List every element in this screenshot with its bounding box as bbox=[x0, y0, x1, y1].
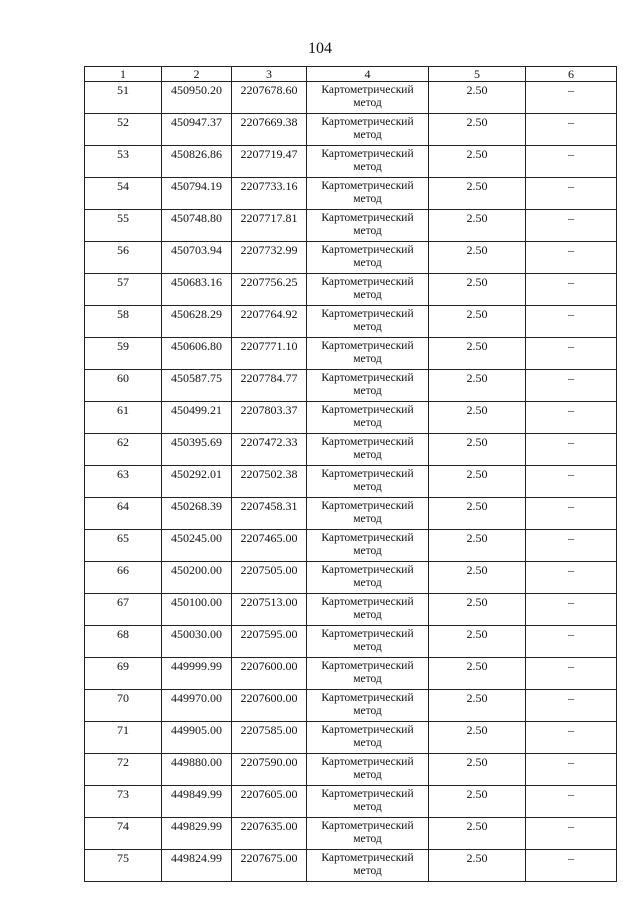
x-coordinate-cell: 450628.29 bbox=[162, 306, 232, 338]
table-row bbox=[85, 722, 617, 754]
method-line-1: Картометрический bbox=[321, 692, 414, 704]
column-header: 4 bbox=[307, 67, 429, 82]
method-cell bbox=[307, 754, 429, 786]
x-coordinate-cell: 450947.37 bbox=[162, 114, 232, 146]
y-coordinate-cell: 2207502.38 bbox=[232, 466, 307, 498]
x-coordinate-cell: 450030.00 bbox=[162, 626, 232, 658]
point-number-cell: 71 bbox=[85, 722, 162, 754]
point-number-cell: 60 bbox=[85, 370, 162, 402]
x-coordinate-cell: 450606.80 bbox=[162, 338, 232, 370]
method-cell bbox=[307, 370, 429, 402]
note-cell: – bbox=[526, 370, 617, 402]
method-cell bbox=[307, 850, 429, 882]
note-cell: – bbox=[526, 402, 617, 434]
note-cell: – bbox=[526, 626, 617, 658]
method-line-2: метод bbox=[353, 865, 382, 877]
method-line-2: метод bbox=[353, 161, 382, 173]
method-line-2: метод bbox=[353, 769, 382, 781]
point-number-cell: 55 bbox=[85, 210, 162, 242]
table-row bbox=[85, 434, 617, 466]
x-coordinate-cell: 449905.00 bbox=[162, 722, 232, 754]
method-line-2: метод bbox=[353, 193, 382, 205]
column-header: 1 bbox=[85, 67, 162, 82]
column-header: 3 bbox=[232, 67, 307, 82]
point-number-cell: 64 bbox=[85, 498, 162, 530]
y-coordinate-cell: 2207458.31 bbox=[232, 498, 307, 530]
accuracy-cell: 2.50 bbox=[429, 210, 526, 242]
y-coordinate-cell: 2207465.00 bbox=[232, 530, 307, 562]
y-coordinate-cell: 2207717.81 bbox=[232, 210, 307, 242]
method-line-2: метод bbox=[353, 833, 382, 845]
y-coordinate-cell: 2207635.00 bbox=[232, 818, 307, 850]
note-cell: – bbox=[526, 306, 617, 338]
accuracy-cell: 2.50 bbox=[429, 146, 526, 178]
note-cell: – bbox=[526, 850, 617, 882]
column-header: 2 bbox=[162, 67, 232, 82]
method-line-2: метод bbox=[353, 673, 382, 685]
table-row bbox=[85, 626, 617, 658]
y-coordinate-cell: 2207803.37 bbox=[232, 402, 307, 434]
method-line-1: Картометрический bbox=[321, 180, 414, 192]
table-row bbox=[85, 82, 617, 114]
point-number-cell: 74 bbox=[85, 818, 162, 850]
note-cell: – bbox=[526, 434, 617, 466]
table-row bbox=[85, 242, 617, 274]
x-coordinate-cell: 450268.39 bbox=[162, 498, 232, 530]
method-line-1: Картометрический bbox=[321, 340, 414, 352]
x-coordinate-cell: 450200.00 bbox=[162, 562, 232, 594]
y-coordinate-cell: 2207600.00 bbox=[232, 658, 307, 690]
y-coordinate-cell: 2207472.33 bbox=[232, 434, 307, 466]
method-cell bbox=[307, 594, 429, 626]
method-line-1: Картометрический bbox=[321, 724, 414, 736]
method-cell bbox=[307, 498, 429, 530]
method-line-1: Картометрический bbox=[321, 212, 414, 224]
x-coordinate-cell: 449880.00 bbox=[162, 754, 232, 786]
method-cell bbox=[307, 210, 429, 242]
table-row bbox=[85, 658, 617, 690]
point-number-cell: 69 bbox=[85, 658, 162, 690]
point-number-cell: 59 bbox=[85, 338, 162, 370]
table-row bbox=[85, 338, 617, 370]
method-line-1: Картометрический bbox=[321, 564, 414, 576]
method-line-2: метод bbox=[353, 129, 382, 141]
method-line-2: метод bbox=[353, 353, 382, 365]
x-coordinate-cell: 450499.21 bbox=[162, 402, 232, 434]
method-line-2: метод bbox=[353, 225, 382, 237]
method-line-1: Картометрический bbox=[321, 372, 414, 384]
note-cell: – bbox=[526, 114, 617, 146]
method-cell bbox=[307, 722, 429, 754]
method-line-1: Картометрический bbox=[321, 500, 414, 512]
method-cell bbox=[307, 82, 429, 114]
note-cell: – bbox=[526, 754, 617, 786]
table-row bbox=[85, 754, 617, 786]
y-coordinate-cell: 2207669.38 bbox=[232, 114, 307, 146]
table-row bbox=[85, 210, 617, 242]
accuracy-cell: 2.50 bbox=[429, 114, 526, 146]
accuracy-cell: 2.50 bbox=[429, 562, 526, 594]
note-cell: – bbox=[526, 818, 617, 850]
x-coordinate-cell: 450245.00 bbox=[162, 530, 232, 562]
note-cell: – bbox=[526, 178, 617, 210]
note-cell: – bbox=[526, 82, 617, 114]
method-line-2: метод bbox=[353, 705, 382, 717]
x-coordinate-cell: 450950.20 bbox=[162, 82, 232, 114]
method-line-2: метод bbox=[353, 417, 382, 429]
x-coordinate-cell: 449824.99 bbox=[162, 850, 232, 882]
column-header: 5 bbox=[429, 67, 526, 82]
y-coordinate-cell: 2207764.92 bbox=[232, 306, 307, 338]
y-coordinate-cell: 2207784.77 bbox=[232, 370, 307, 402]
column-header: 6 bbox=[526, 67, 617, 82]
table-row bbox=[85, 562, 617, 594]
method-line-1: Картометрический bbox=[321, 308, 414, 320]
coordinates-table bbox=[84, 66, 617, 882]
method-cell bbox=[307, 402, 429, 434]
y-coordinate-cell: 2207733.16 bbox=[232, 178, 307, 210]
y-coordinate-cell: 2207505.00 bbox=[232, 562, 307, 594]
table-row bbox=[85, 306, 617, 338]
x-coordinate-cell: 450395.69 bbox=[162, 434, 232, 466]
accuracy-cell: 2.50 bbox=[429, 626, 526, 658]
note-cell: – bbox=[526, 530, 617, 562]
table-row bbox=[85, 370, 617, 402]
method-cell bbox=[307, 114, 429, 146]
point-number-cell: 54 bbox=[85, 178, 162, 210]
note-cell: – bbox=[526, 242, 617, 274]
method-line-1: Картометрический bbox=[321, 436, 414, 448]
method-cell bbox=[307, 146, 429, 178]
y-coordinate-cell: 2207678.60 bbox=[232, 82, 307, 114]
method-line-2: метод bbox=[353, 609, 382, 621]
method-line-1: Картометрический bbox=[321, 244, 414, 256]
point-number-cell: 62 bbox=[85, 434, 162, 466]
y-coordinate-cell: 2207590.00 bbox=[232, 754, 307, 786]
method-line-2: метод bbox=[353, 513, 382, 525]
accuracy-cell: 2.50 bbox=[429, 242, 526, 274]
method-cell bbox=[307, 242, 429, 274]
method-line-1: Картометрический bbox=[321, 532, 414, 544]
method-line-1: Картометрический bbox=[321, 468, 414, 480]
y-coordinate-cell: 2207771.10 bbox=[232, 338, 307, 370]
method-line-2: метод bbox=[353, 289, 382, 301]
x-coordinate-cell: 450587.75 bbox=[162, 370, 232, 402]
accuracy-cell: 2.50 bbox=[429, 658, 526, 690]
method-line-2: метод bbox=[353, 257, 382, 269]
method-line-2: метод bbox=[353, 801, 382, 813]
method-cell bbox=[307, 178, 429, 210]
note-cell: – bbox=[526, 786, 617, 818]
note-cell: – bbox=[526, 562, 617, 594]
accuracy-cell: 2.50 bbox=[429, 466, 526, 498]
method-cell bbox=[307, 818, 429, 850]
point-number-cell: 75 bbox=[85, 850, 162, 882]
method-line-1: Картометрический bbox=[321, 756, 414, 768]
method-line-1: Картометрический bbox=[321, 116, 414, 128]
method-line-2: метод bbox=[353, 641, 382, 653]
accuracy-cell: 2.50 bbox=[429, 370, 526, 402]
x-coordinate-cell: 450794.19 bbox=[162, 178, 232, 210]
table-row bbox=[85, 402, 617, 434]
table-row bbox=[85, 114, 617, 146]
table-row bbox=[85, 594, 617, 626]
method-line-2: метод bbox=[353, 545, 382, 557]
table-row bbox=[85, 466, 617, 498]
y-coordinate-cell: 2207719.47 bbox=[232, 146, 307, 178]
point-number-cell: 65 bbox=[85, 530, 162, 562]
point-number-cell: 68 bbox=[85, 626, 162, 658]
y-coordinate-cell: 2207732.99 bbox=[232, 242, 307, 274]
y-coordinate-cell: 2207600.00 bbox=[232, 690, 307, 722]
note-cell: – bbox=[526, 274, 617, 306]
method-cell bbox=[307, 658, 429, 690]
y-coordinate-cell: 2207585.00 bbox=[232, 722, 307, 754]
x-coordinate-cell: 450748.80 bbox=[162, 210, 232, 242]
accuracy-cell: 2.50 bbox=[429, 690, 526, 722]
y-coordinate-cell: 2207595.00 bbox=[232, 626, 307, 658]
note-cell: – bbox=[526, 658, 617, 690]
note-cell: – bbox=[526, 722, 617, 754]
method-line-1: Картометрический bbox=[321, 596, 414, 608]
table-row bbox=[85, 818, 617, 850]
method-line-2: метод bbox=[353, 481, 382, 493]
point-number-cell: 56 bbox=[85, 242, 162, 274]
table-header-row bbox=[85, 67, 617, 82]
point-number-cell: 63 bbox=[85, 466, 162, 498]
method-line-1: Картометрический bbox=[321, 404, 414, 416]
y-coordinate-cell: 2207513.00 bbox=[232, 594, 307, 626]
y-coordinate-cell: 2207756.25 bbox=[232, 274, 307, 306]
note-cell: – bbox=[526, 338, 617, 370]
method-line-1: Картометрический bbox=[321, 788, 414, 800]
x-coordinate-cell: 450826.86 bbox=[162, 146, 232, 178]
point-number-cell: 51 bbox=[85, 82, 162, 114]
method-line-2: метод bbox=[353, 449, 382, 461]
accuracy-cell: 2.50 bbox=[429, 274, 526, 306]
note-cell: – bbox=[526, 210, 617, 242]
method-cell bbox=[307, 466, 429, 498]
table-row bbox=[85, 690, 617, 722]
point-number-cell: 73 bbox=[85, 786, 162, 818]
method-line-1: Картометрический bbox=[321, 148, 414, 160]
method-cell bbox=[307, 338, 429, 370]
accuracy-cell: 2.50 bbox=[429, 434, 526, 466]
method-line-1: Картометрический bbox=[321, 820, 414, 832]
accuracy-cell: 2.50 bbox=[429, 818, 526, 850]
note-cell: – bbox=[526, 690, 617, 722]
point-number-cell: 67 bbox=[85, 594, 162, 626]
x-coordinate-cell: 449849.99 bbox=[162, 786, 232, 818]
point-number-cell: 57 bbox=[85, 274, 162, 306]
table-row bbox=[85, 146, 617, 178]
accuracy-cell: 2.50 bbox=[429, 594, 526, 626]
note-cell: – bbox=[526, 498, 617, 530]
x-coordinate-cell: 449999.99 bbox=[162, 658, 232, 690]
method-line-2: метод bbox=[353, 385, 382, 397]
method-line-2: метод bbox=[353, 737, 382, 749]
point-number-cell: 58 bbox=[85, 306, 162, 338]
y-coordinate-cell: 2207675.00 bbox=[232, 850, 307, 882]
accuracy-cell: 2.50 bbox=[429, 786, 526, 818]
x-coordinate-cell: 450683.16 bbox=[162, 274, 232, 306]
accuracy-cell: 2.50 bbox=[429, 722, 526, 754]
x-coordinate-cell: 449829.99 bbox=[162, 818, 232, 850]
point-number-cell: 66 bbox=[85, 562, 162, 594]
point-number-cell: 72 bbox=[85, 754, 162, 786]
method-cell bbox=[307, 434, 429, 466]
method-cell bbox=[307, 530, 429, 562]
point-number-cell: 53 bbox=[85, 146, 162, 178]
method-line-2: метод bbox=[353, 577, 382, 589]
point-number-cell: 61 bbox=[85, 402, 162, 434]
table-row bbox=[85, 530, 617, 562]
table-row bbox=[85, 786, 617, 818]
method-cell bbox=[307, 626, 429, 658]
method-cell bbox=[307, 786, 429, 818]
accuracy-cell: 2.50 bbox=[429, 306, 526, 338]
method-line-1: Картометрический bbox=[321, 852, 414, 864]
x-coordinate-cell: 450100.00 bbox=[162, 594, 232, 626]
method-line-1: Картометрический bbox=[321, 628, 414, 640]
point-number-cell: 70 bbox=[85, 690, 162, 722]
x-coordinate-cell: 450292.01 bbox=[162, 466, 232, 498]
method-cell bbox=[307, 690, 429, 722]
accuracy-cell: 2.50 bbox=[429, 178, 526, 210]
accuracy-cell: 2.50 bbox=[429, 338, 526, 370]
method-line-1: Картометрический bbox=[321, 84, 414, 96]
point-number-cell: 52 bbox=[85, 114, 162, 146]
note-cell: – bbox=[526, 594, 617, 626]
method-line-1: Картометрический bbox=[321, 660, 414, 672]
method-line-2: метод bbox=[353, 321, 382, 333]
method-line-2: метод bbox=[353, 97, 382, 109]
accuracy-cell: 2.50 bbox=[429, 850, 526, 882]
table-row bbox=[85, 850, 617, 882]
note-cell: – bbox=[526, 146, 617, 178]
accuracy-cell: 2.50 bbox=[429, 402, 526, 434]
method-line-1: Картометрический bbox=[321, 276, 414, 288]
accuracy-cell: 2.50 bbox=[429, 530, 526, 562]
method-cell bbox=[307, 306, 429, 338]
accuracy-cell: 2.50 bbox=[429, 754, 526, 786]
note-cell: – bbox=[526, 466, 617, 498]
table-row bbox=[85, 274, 617, 306]
page-number: 104 bbox=[308, 40, 332, 57]
x-coordinate-cell: 449970.00 bbox=[162, 690, 232, 722]
method-cell bbox=[307, 274, 429, 306]
table-row bbox=[85, 498, 617, 530]
x-coordinate-cell: 450703.94 bbox=[162, 242, 232, 274]
accuracy-cell: 2.50 bbox=[429, 82, 526, 114]
table-row bbox=[85, 178, 617, 210]
y-coordinate-cell: 2207605.00 bbox=[232, 786, 307, 818]
accuracy-cell: 2.50 bbox=[429, 498, 526, 530]
method-cell bbox=[307, 562, 429, 594]
